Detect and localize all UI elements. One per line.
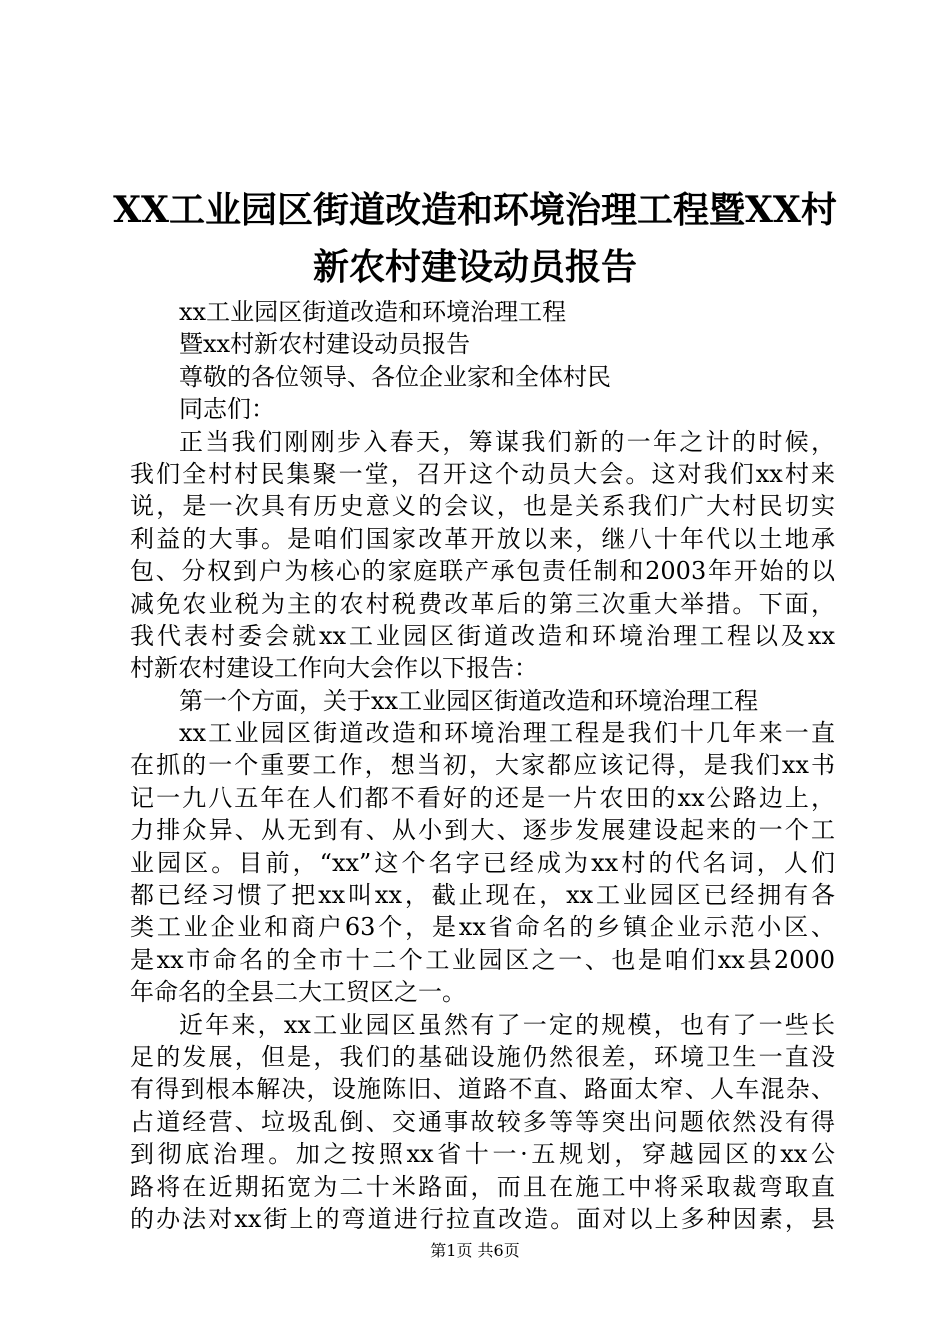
- body-text-line: 我们全村村民集聚一堂，召开这个动员大会。这对我们xx村来: [130, 459, 835, 488]
- body-text-line: 正当我们刚刚步入春天，筹谋我们新的一年之计的时候，: [179, 427, 835, 456]
- body-text-line: 的办法对xx街上的弯道进行拉直改造。面对以上多种因素，县: [130, 1204, 835, 1233]
- body-text-line: 尊敬的各位领导、各位企业家和全体村民: [179, 362, 611, 391]
- body-text-line: 都已经习惯了把xx叫xx，截止现在，xx工业园区已经拥有各: [130, 881, 835, 910]
- body-text-line: xx工业园区街道改造和环境治理工程是我们十几年来一直: [179, 719, 835, 748]
- body-text-line: 近年来，xx工业园区虽然有了一定的规模，也有了一些长: [179, 1010, 835, 1039]
- body-text-line: 第一个方面，关于xx工业园区街道改造和环境治理工程: [179, 686, 759, 715]
- body-text-line: 包、分权到户为核心的家庭联产承包责任制和2003年开始的以: [130, 557, 835, 586]
- body-text-line: 利益的大事。是咱们国家改革开放以来，继八十年代以土地承: [130, 524, 835, 553]
- body-text-line: 同志们：: [179, 395, 275, 424]
- body-text-line: 在抓的一个重要工作，想当初，大家都应该记得，是我们xx书: [130, 751, 835, 780]
- body-text-line: 说，是一次具有历史意义的会议，也是关系我们广大村民切实: [130, 492, 835, 521]
- body-text-line: 类工业企业和商户63个，是xx省命名的乡镇企业示范小区、: [130, 913, 835, 942]
- document-title-line-1: XX工业园区街道改造和环境治理工程暨XX村: [113, 189, 837, 231]
- body-text-line: xx工业园区街道改造和环境治理工程: [179, 298, 567, 326]
- body-text-line: 力排众异、从无到有、从小到大、逐步发展建设起来的一个工: [130, 816, 835, 845]
- document-body: [130, 296, 835, 1235]
- body-text-line: 我代表村委会就xx工业园区街道改造和环境治理工程以及xx: [130, 621, 835, 650]
- page-footer: 第1页 共6页: [430, 1241, 520, 1260]
- document-title-line-2: 新农村建设动员报告: [312, 246, 637, 288]
- body-text-line: 占道经营、垃圾乱倒、交通事故较多等等突出问题依然没有得: [130, 1107, 835, 1136]
- body-text-line: 业园区。目前，“xx”这个名字已经成为xx村的代名词，人们: [130, 848, 835, 877]
- body-text-line: 有得到根本解决，设施陈旧、道路不直、路面太窄、人车混杂、: [130, 1075, 835, 1104]
- body-text-line: 村新农村建设工作向大会作以下报告：: [130, 654, 538, 683]
- body-text-line: 是xx市命名的全市十二个工业园区之一、也是咱们xx县2000: [130, 945, 835, 974]
- body-text-line: 路将在近期拓宽为二十米路面，而且在施工中将采取裁弯取直: [130, 1172, 835, 1201]
- body-text-line: 减免农业税为主的农村税费改革后的第三次重大举措。下面，: [130, 589, 835, 618]
- body-text-line: 足的发展，但是，我们的基础设施仍然很差，环境卫生一直没: [130, 1042, 835, 1071]
- body-text-line: 年命名的全县二大工贸区之一。: [130, 978, 466, 1007]
- body-text-line: 暨xx村新农村建设动员报告: [179, 330, 471, 359]
- body-text-line: 记一九八五年在人们都不看好的还是一片农田的xx公路边上，: [130, 783, 835, 812]
- body-text-line: 到彻底治理。加之按照xx省十一·五规划，穿越园区的xx公: [130, 1140, 835, 1169]
